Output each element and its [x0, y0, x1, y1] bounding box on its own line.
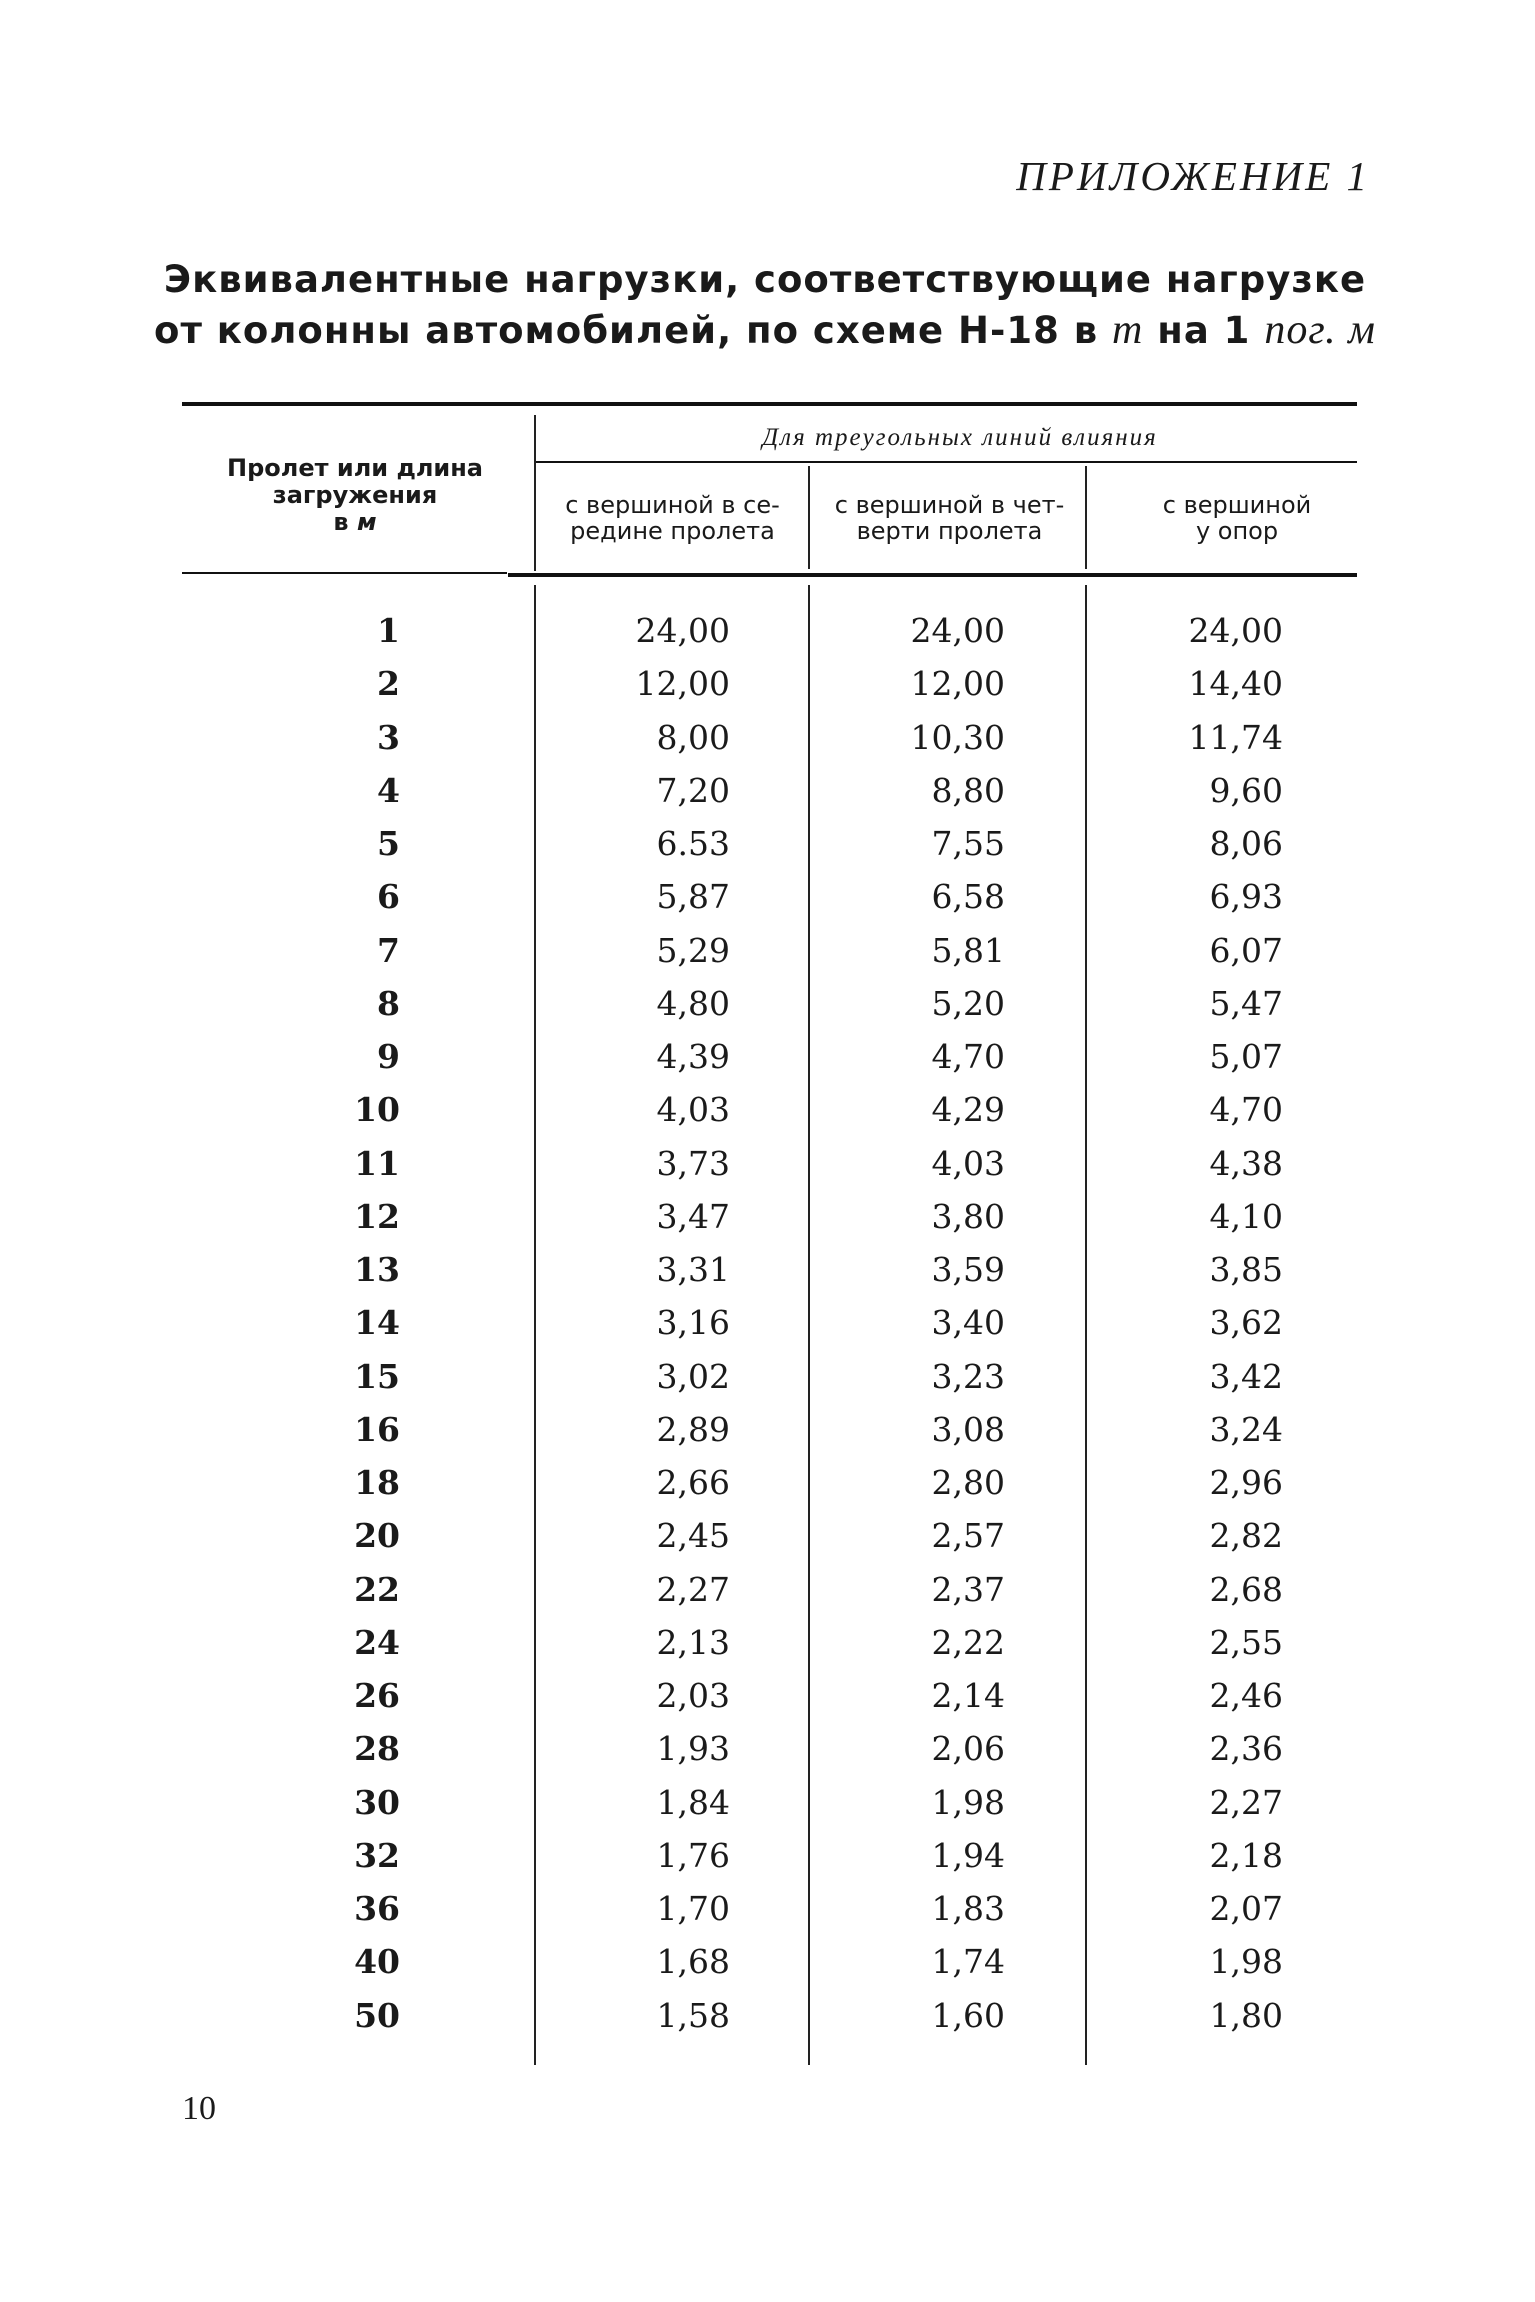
mid-span-value: 24,00 — [635, 611, 730, 650]
header-unit: м — [356, 508, 377, 536]
span-length-cell: 50 — [354, 1995, 400, 2035]
support-value: 2,46 — [1209, 1676, 1283, 1715]
span-length-cell: 10 — [354, 1090, 400, 1130]
column-divider-1 — [808, 466, 810, 569]
mid-span-value: 2,45 — [656, 1516, 730, 1556]
table-row — [0, 1355, 1535, 1408]
span-length-cell: 28 — [354, 1729, 400, 1769]
support-value: 6,93 — [1209, 877, 1283, 917]
support-value: 2,82 — [1209, 1516, 1283, 1556]
span-length-cell: 1 — [377, 611, 400, 650]
title-line-2 — [150, 305, 1380, 356]
support-value: 3,85 — [1209, 1250, 1283, 1289]
mid-span-value: 4,03 — [656, 1090, 730, 1130]
header-quarter-span-line-2: верти пролета — [856, 517, 1043, 545]
header-group — [540, 424, 1380, 452]
span-length-cell: 32 — [354, 1835, 400, 1875]
span-length-cell: 13 — [354, 1250, 400, 1289]
table-top-rule — [182, 402, 1357, 406]
header-mid-span-line-2: редине пролета — [570, 517, 775, 545]
support-value: 9,60 — [1209, 770, 1283, 810]
mid-span-value: 4,39 — [656, 1037, 730, 1076]
mid-span-value: 1,68 — [656, 1942, 730, 1982]
span-length-cell: 20 — [354, 1516, 400, 1556]
support-value: 2,68 — [1209, 1569, 1283, 1609]
quarter-span-value: 4,70 — [931, 1037, 1005, 1076]
mid-span-value: 2,89 — [656, 1409, 730, 1449]
support-value: 24,00 — [1188, 611, 1283, 650]
quarter-span-value: 1,94 — [931, 1835, 1005, 1875]
span-length-cell: 3 — [377, 717, 400, 757]
quarter-span-value: 7,55 — [931, 824, 1005, 863]
table-row — [0, 1887, 1535, 1940]
table-row — [0, 1035, 1535, 1088]
header-mid-span — [540, 492, 805, 544]
span-length-cell: 9 — [377, 1037, 400, 1076]
mid-span-value: 5,29 — [656, 930, 730, 970]
table-body — [0, 609, 1535, 2047]
table-row — [0, 1195, 1535, 1248]
support-value: 4,70 — [1209, 1090, 1283, 1130]
table-row — [0, 1781, 1535, 1834]
header-quarter-span — [812, 492, 1087, 544]
table-row — [0, 982, 1535, 1035]
support-value: 2,18 — [1209, 1835, 1283, 1875]
mid-span-value: 5,87 — [656, 877, 730, 917]
header-support-line-2: у опор — [1195, 517, 1279, 545]
quarter-span-value: 12,00 — [910, 664, 1005, 704]
span-length-cell: 40 — [354, 1942, 400, 1982]
mid-span-value: 1,58 — [656, 1995, 730, 2035]
mid-span-value: 12,00 — [635, 664, 730, 704]
support-value: 2,07 — [1209, 1889, 1283, 1928]
mid-span-value: 3,31 — [656, 1250, 730, 1289]
table-row — [0, 716, 1535, 769]
mid-span-value: 2,03 — [656, 1676, 730, 1715]
support-value: 5,07 — [1209, 1037, 1283, 1076]
header-unit-pre: в — [333, 508, 349, 536]
header-span-length — [185, 455, 525, 536]
table-row — [0, 1142, 1535, 1195]
header-span-length-line-3 — [185, 509, 525, 536]
mid-span-value: 2,66 — [656, 1463, 730, 1502]
span-length-cell: 22 — [354, 1569, 400, 1609]
table-row — [0, 1621, 1535, 1674]
support-value: 2,55 — [1209, 1622, 1283, 1662]
span-length-cell: 7 — [377, 930, 400, 970]
mid-span-value: 7,20 — [656, 770, 730, 810]
quarter-span-value: 3,59 — [931, 1250, 1005, 1289]
table-row — [0, 1994, 1535, 2047]
mid-span-value: 4,80 — [656, 983, 730, 1023]
table-row — [0, 875, 1535, 928]
table-row — [0, 1514, 1535, 1567]
support-value: 11,74 — [1188, 717, 1283, 757]
span-length-cell: 26 — [354, 1676, 400, 1715]
table-row — [0, 769, 1535, 822]
span-length-cell: 12 — [354, 1196, 400, 1236]
title-line-2-pre: от колонны автомобилей, по схеме Н-18 в — [154, 309, 1099, 352]
span-length-cell: 5 — [377, 824, 400, 863]
header-group-label: Для треугольных линий влияния — [762, 424, 1158, 451]
table-row — [0, 1461, 1535, 1514]
support-value: 2,27 — [1209, 1782, 1283, 1822]
span-length-cell: 24 — [354, 1622, 400, 1662]
quarter-span-value: 3,80 — [931, 1196, 1005, 1236]
header-quarter-span-line-1: с вершиной в чет- — [834, 491, 1065, 519]
mid-span-value: 2,27 — [656, 1569, 730, 1609]
quarter-span-value: 10,30 — [910, 717, 1005, 757]
quarter-span-value: 2,22 — [931, 1622, 1005, 1662]
mid-span-value: 1,76 — [656, 1835, 730, 1875]
title-line-2-mid: на 1 — [1157, 309, 1251, 352]
mid-span-value: 1,70 — [656, 1889, 730, 1928]
span-length-cell: 36 — [354, 1889, 400, 1928]
table-row — [0, 1834, 1535, 1887]
table-header-bottom-rule-left — [182, 572, 507, 574]
span-length-cell: 16 — [354, 1409, 400, 1449]
header-span-length-line-2: загружения — [272, 481, 438, 509]
support-value: 3,42 — [1209, 1356, 1283, 1396]
table-row — [0, 1408, 1535, 1461]
table-row — [0, 1301, 1535, 1354]
title-unit-t: т — [1112, 307, 1144, 353]
span-length-cell: 15 — [354, 1356, 400, 1396]
span-length-cell: 14 — [354, 1303, 400, 1343]
quarter-span-value: 1,98 — [931, 1782, 1005, 1822]
column-divider-0 — [534, 415, 536, 571]
mid-span-value: 2,13 — [656, 1622, 730, 1662]
quarter-span-value: 1,83 — [931, 1889, 1005, 1928]
header-support-line-1: с вершиной — [1162, 491, 1312, 519]
support-value: 14,40 — [1188, 664, 1283, 704]
mid-span-value: 3,16 — [656, 1303, 730, 1343]
span-length-cell: 18 — [354, 1463, 400, 1502]
title-line-1: Эквивалентные нагрузки, соответствующие нагрузке — [163, 258, 1367, 301]
mid-span-value: 1,84 — [656, 1782, 730, 1822]
table-row — [0, 822, 1535, 875]
span-length-cell: 8 — [377, 983, 400, 1023]
table-row — [0, 1940, 1535, 1993]
quarter-span-value: 6,58 — [931, 877, 1005, 917]
span-length-cell: 11 — [354, 1143, 400, 1183]
support-value: 2,36 — [1209, 1729, 1283, 1769]
quarter-span-value: 2,06 — [931, 1729, 1005, 1769]
quarter-span-value: 3,08 — [931, 1409, 1005, 1449]
header-span-length-line-1: Пролет или длина — [227, 454, 483, 482]
table-row — [0, 1568, 1535, 1621]
appendix-label: ПРИЛОЖЕНИЕ 1 — [1016, 153, 1370, 199]
quarter-span-value: 8,80 — [931, 770, 1005, 810]
table-group-rule — [535, 461, 1357, 463]
span-length-cell: 6 — [377, 877, 400, 917]
quarter-span-value: 4,29 — [931, 1090, 1005, 1130]
mid-span-value: 1,93 — [656, 1729, 730, 1769]
span-length-cell: 30 — [354, 1782, 400, 1822]
header-support — [1092, 492, 1382, 544]
mid-span-value: 3,02 — [656, 1356, 730, 1396]
quarter-span-value: 5,20 — [931, 983, 1005, 1023]
quarter-span-value: 1,60 — [931, 1995, 1005, 2035]
page-number: 10 — [182, 2090, 216, 2127]
quarter-span-value: 2,37 — [931, 1569, 1005, 1609]
quarter-span-value: 3,23 — [931, 1356, 1005, 1396]
support-value: 4,38 — [1209, 1143, 1283, 1183]
mid-span-value: 6.53 — [656, 824, 730, 863]
quarter-span-value: 2,14 — [931, 1676, 1005, 1715]
mid-span-value: 3,47 — [656, 1196, 730, 1236]
table-row — [0, 1674, 1535, 1727]
page-title — [150, 255, 1380, 356]
mid-span-value: 8,00 — [656, 717, 730, 757]
support-value: 4,10 — [1209, 1196, 1283, 1236]
table-row — [0, 1088, 1535, 1141]
quarter-span-value: 1,74 — [931, 1942, 1005, 1982]
title-unit-m: пог. м — [1264, 307, 1376, 353]
table-row — [0, 609, 1535, 662]
quarter-span-value: 24,00 — [910, 611, 1005, 650]
table-row — [0, 1727, 1535, 1780]
table-row — [0, 1248, 1535, 1301]
span-length-cell: 4 — [377, 770, 400, 810]
support-value: 3,24 — [1209, 1409, 1283, 1449]
support-value: 1,98 — [1209, 1942, 1283, 1982]
quarter-span-value: 5,81 — [931, 930, 1005, 970]
quarter-span-value: 2,80 — [931, 1463, 1005, 1502]
quarter-span-value: 4,03 — [931, 1143, 1005, 1183]
table-row — [0, 929, 1535, 982]
support-value: 6,07 — [1209, 930, 1283, 970]
span-length-cell: 2 — [377, 664, 400, 704]
quarter-span-value: 2,57 — [931, 1516, 1005, 1556]
header-mid-span-line-1: с вершиной в се- — [565, 491, 780, 519]
quarter-span-value: 3,40 — [931, 1303, 1005, 1343]
support-value: 3,62 — [1209, 1303, 1283, 1343]
mid-span-value: 3,73 — [656, 1143, 730, 1183]
table-row — [0, 662, 1535, 715]
support-value: 1,80 — [1209, 1995, 1283, 2035]
table-header-bottom-rule — [508, 573, 1357, 577]
support-value: 5,47 — [1209, 983, 1283, 1023]
support-value: 2,96 — [1209, 1463, 1283, 1502]
support-value: 8,06 — [1209, 824, 1283, 863]
